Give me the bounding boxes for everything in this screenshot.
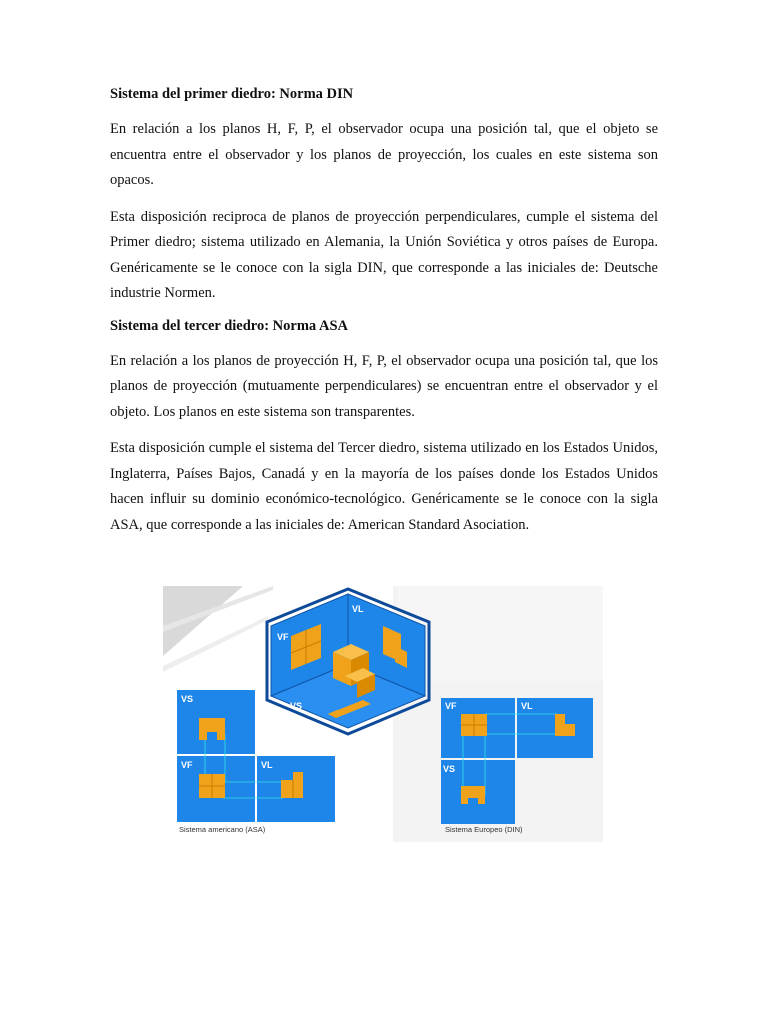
section-heading-asa: Sistema del tercer diedro: Norma ASA <box>110 317 349 334</box>
asa-caption: Sistema americano (ASA) <box>179 825 266 834</box>
din-label-vf: VF <box>445 701 457 711</box>
din-label-vs: VS <box>443 764 456 774</box>
asa-label-vf: VF <box>181 760 193 770</box>
paragraph-asa-1: En relación a los planos de proyección H, F, P, el observador ocupa una posición tal, que los planos de proyección (mutuamente perpendiculares) se encuentran entre el observador y el objeto. Los planos en este sistema son transparentes. <box>110 352 658 420</box>
cube-label-vl: VL <box>352 604 364 614</box>
din-label-vl: VL <box>521 701 533 711</box>
asa-label-vl: VL <box>261 760 273 770</box>
projection-systems-figure <box>163 586 603 842</box>
asa-label-vs: VS <box>181 694 194 704</box>
cube-label-vf: VF <box>277 632 289 642</box>
paragraph-din-2: Esta disposición reciproca de planos de proyección perpendiculares, cumple el sistema del Primer diedro; sistema utilizado en Alemania, la Unión Soviética y otros países de Europa. Genéricamente se le conoce con la sigla DIN, que corresponde a las iniciales de: Deutsche industrie Normen. <box>110 208 658 301</box>
document-body <box>110 86 658 549</box>
paragraph-din-1: En relación a los planos H, F, P, el observador ocupa una posición tal, que el objeto se encuentra entre el observador y los planos de proyección, los cuales en este sistema son opacos. <box>110 121 658 188</box>
cube-label-vs: VS <box>290 701 303 711</box>
paragraph-asa-2: Esta disposición cumple el sistema del Tercer diedro, sistema utilizado en los Estados Unidos, Inglaterra, Países Bajos, Canadá y en la mayoría de los países donde los Estados Unidos hacen influir su dominio económico-tecnológico. Genéricamente se le conoce con la sigla ASA, que corresponde a las iniciales de: American Standard Asociation. <box>110 440 658 533</box>
din-caption: Sistema Europeo (DIN) <box>445 825 523 834</box>
section-heading-din: Sistema del primer diedro: Norma DIN <box>110 86 354 102</box>
